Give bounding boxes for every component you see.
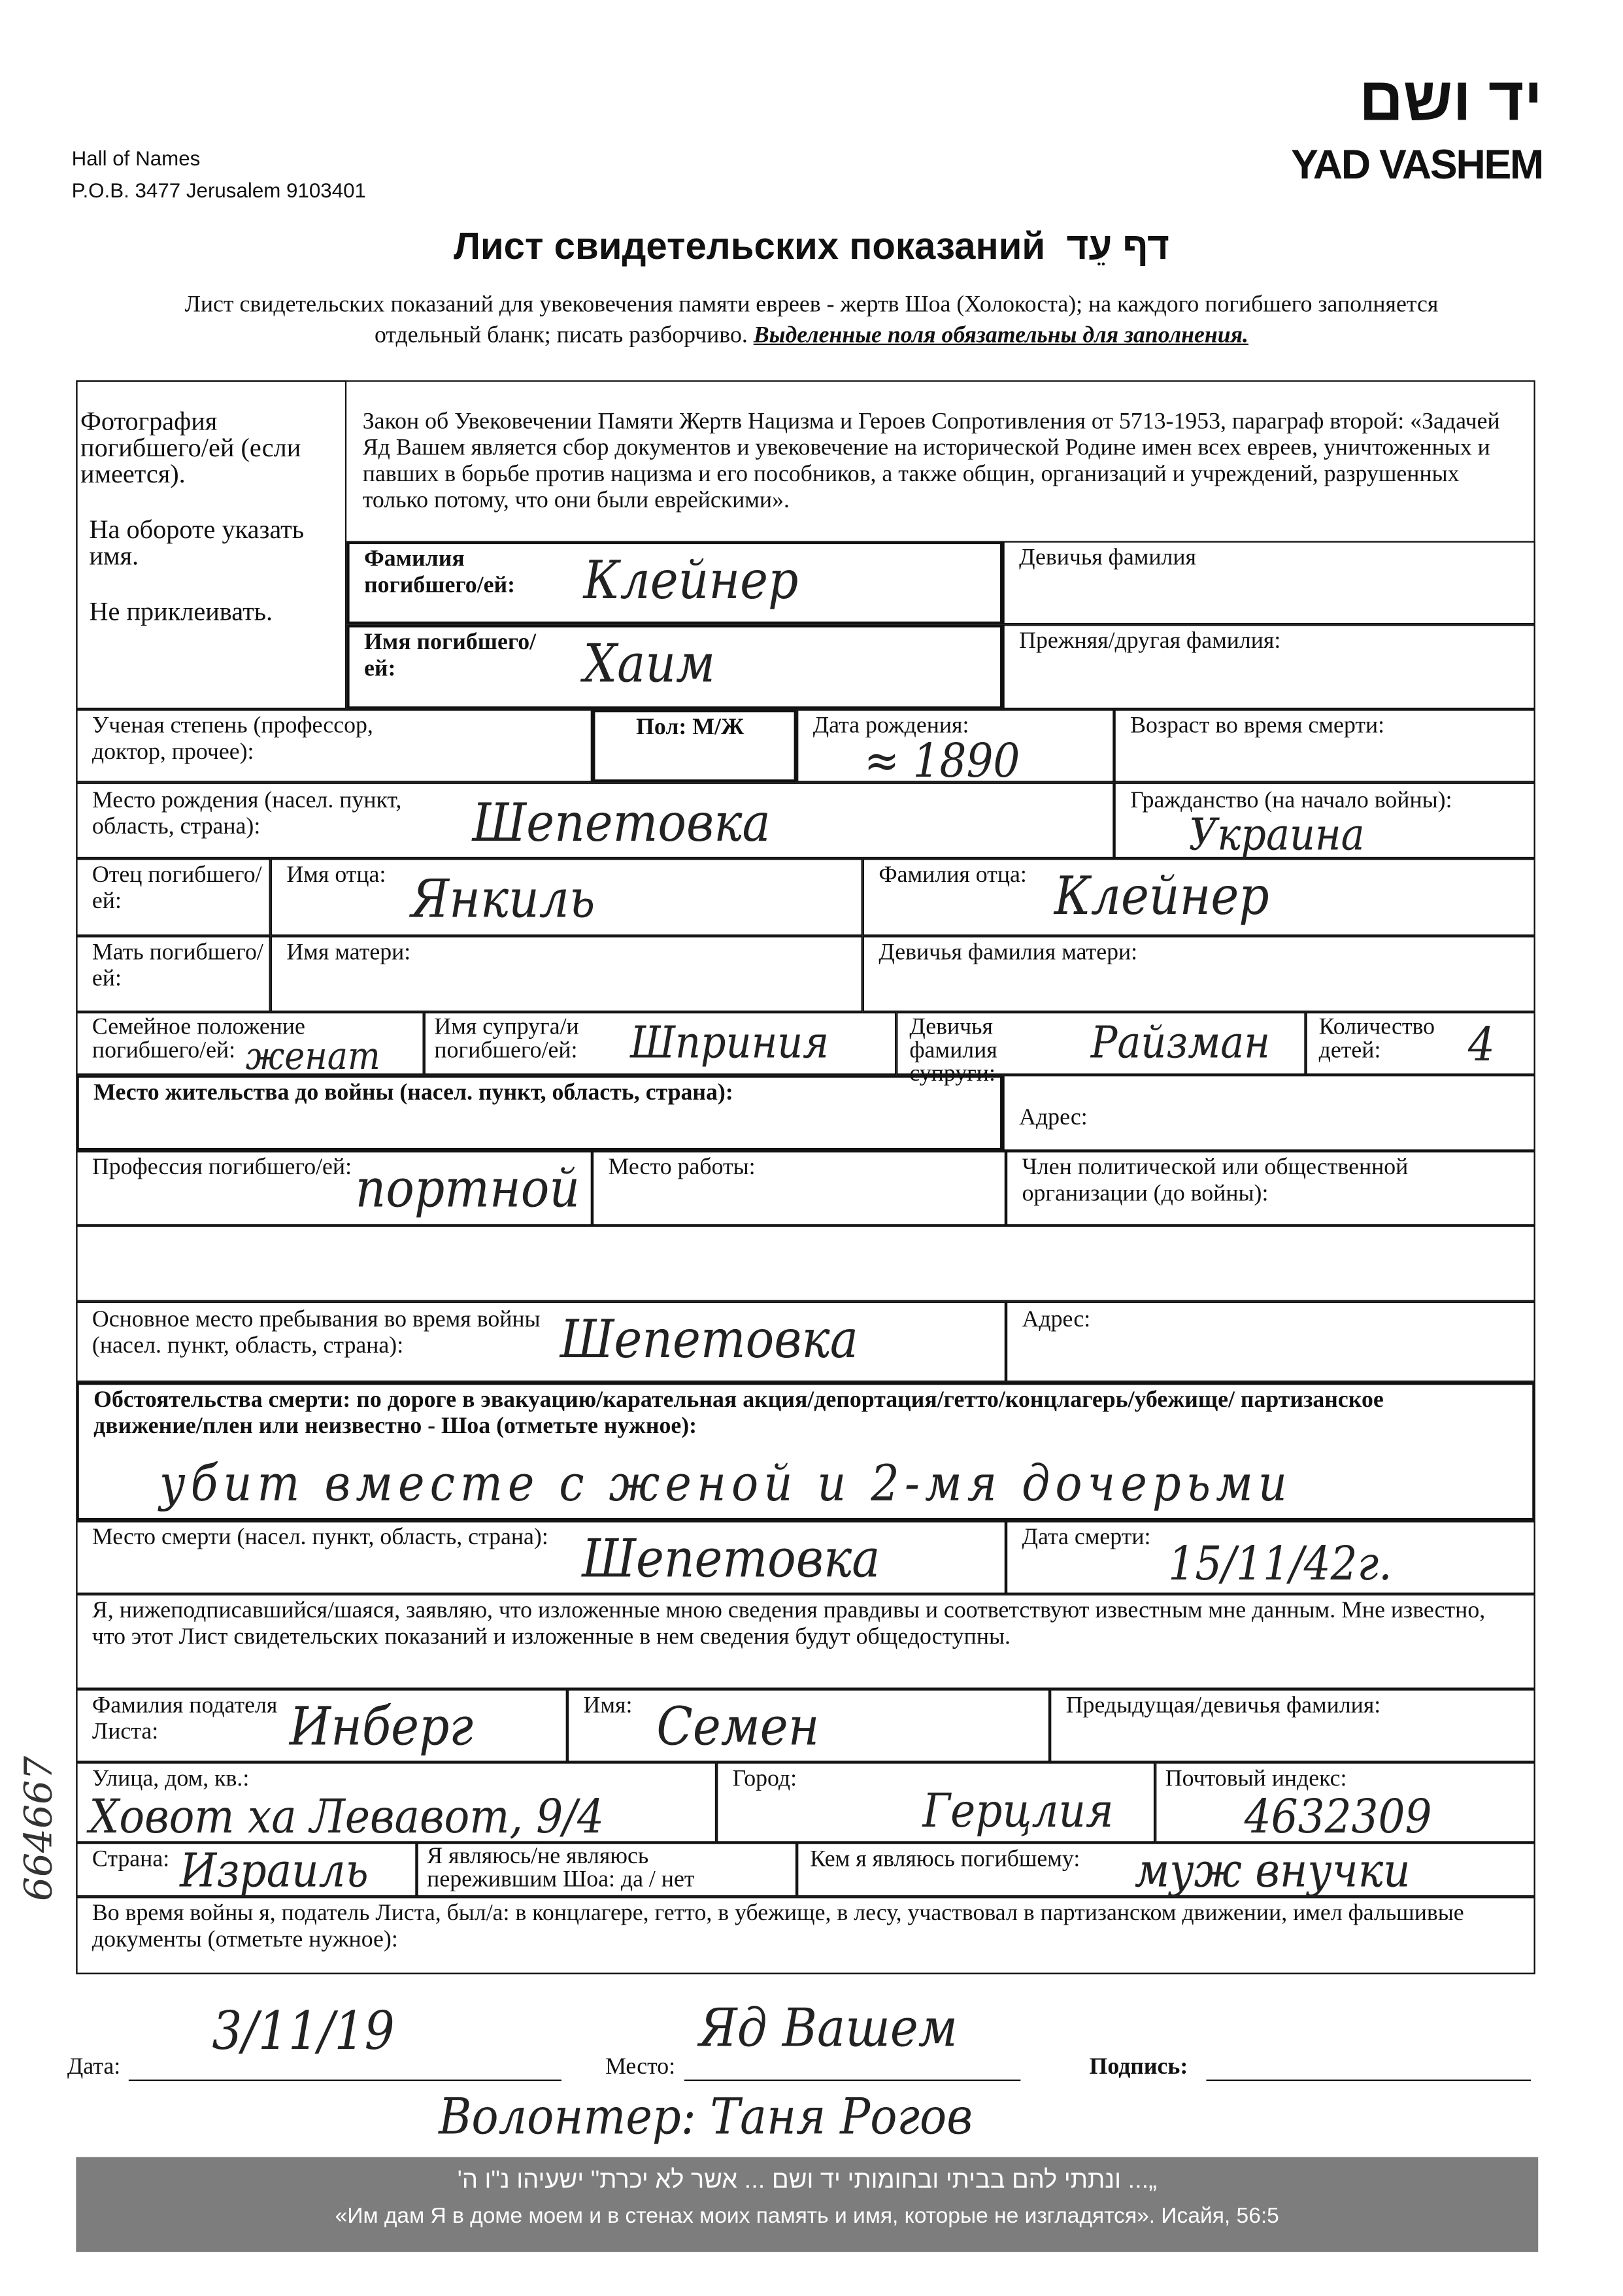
other-surname-label: Прежняя/другая фамилия:: [1019, 628, 1281, 654]
photo-note-no-glue: Не приклеивать.: [89, 596, 273, 626]
street-field[interactable]: [76, 1762, 716, 1842]
spouse-maiden-value: Райзман: [1090, 1017, 1271, 1070]
city-label: Город:: [732, 1766, 797, 1792]
workplace-label: Место работы:: [608, 1155, 756, 1181]
signature-label: Подпись:: [1089, 2054, 1188, 2080]
org-name: Hall of Names: [71, 146, 201, 170]
side-number: 664667: [17, 1755, 61, 1901]
photo-note-name: На обороте указать имя.: [89, 515, 305, 571]
submitter-wartime-label: Во время войны я, податель Листа, был/а: в концлагере, гетто, в убежище, в лесу, участвовал в партизанском движении, имел фальшивые документы (отметьте нужное):: [92, 1900, 1464, 1953]
intro-text: Лист свидетельских показаний для увековечения памяти евреев - жертв Шоа (Холокоста); на каждого погибшего заполняется отдельный бланк; писать разборчиво.: [184, 292, 1439, 348]
organization-label: Член политической или общественной организации (до войны):: [1022, 1155, 1409, 1207]
residence-address-label: Адрес:: [1019, 1106, 1088, 1131]
father-surname-field[interactable]: [863, 858, 1535, 936]
country-field[interactable]: [76, 1842, 416, 1897]
submitter-prev-surname-label: Предыдущая/девичья фамилия:: [1065, 1693, 1381, 1719]
place-value[interactable]: Яд Вашем: [699, 1999, 958, 2059]
birthplace-value: Шепетовка: [472, 794, 771, 854]
spouse-name-field[interactable]: [424, 1012, 897, 1075]
victim-surname-field[interactable]: [346, 541, 1003, 625]
marital-label: Семейное положение погибшего/ей:: [92, 1015, 305, 1064]
zip-value: 4632309: [1244, 1788, 1432, 1844]
wartime-place-field[interactable]: [76, 1302, 1006, 1382]
country-label: Страна:: [92, 1847, 170, 1872]
children-field[interactable]: [1306, 1012, 1535, 1075]
death-place-label: Место смерти (насел. пункт, область, страна):: [92, 1525, 548, 1551]
logo-latin: YAD VASHEM: [1291, 141, 1543, 188]
date-value[interactable]: 3/11/19: [212, 2002, 395, 2063]
death-date-value: 15/11/42г.: [1168, 1535, 1392, 1591]
intro-emphasis: Выделенные поля обязательны для заполнения.: [753, 323, 1248, 348]
submitter-name-value: Семен: [656, 1698, 820, 1758]
logo-hebrew: יד ושם: [1359, 64, 1543, 133]
residence-field[interactable]: [76, 1075, 1003, 1151]
birthplace-field[interactable]: [76, 783, 1114, 858]
footer-quote-band: [76, 2157, 1538, 2252]
declaration-text: Я, нижеподписавшийся/шаяся, заявляю, что изложенные мною сведения правдивы и соответствуют известным мне данным. Мне известно, что этот Лист свидетельских показаний и изложенные в нем сведения будут общедоступны.: [92, 1598, 1486, 1650]
death-date-label: Дата смерти:: [1022, 1525, 1151, 1551]
volunteer-note: Волонтер: Таня Рогов: [439, 2088, 973, 2147]
street-value: Ховот ха Левавот, 9/4: [89, 1788, 604, 1844]
yad-vashem-logo: [1258, 56, 1543, 187]
country-value: Израиль: [180, 1842, 369, 1899]
relation-field[interactable]: [797, 1842, 1535, 1897]
father-name-label: Имя отца:: [286, 862, 386, 888]
city-value: Герцлия: [922, 1782, 1114, 1838]
birth-date-value: ≈ 1890: [864, 732, 1020, 788]
spouse-name-label: Имя супруга/и погибшего/ей:: [434, 1015, 579, 1064]
submitter-surname-value: Инберг: [289, 1698, 474, 1758]
citizenship-value: Украина: [1188, 810, 1365, 862]
father-surname-value: Клейнер: [1054, 867, 1269, 928]
victim-first-name-label: Имя погибшего/ей:: [363, 630, 537, 682]
wartime-address-label: Адрес:: [1022, 1307, 1091, 1332]
footer-hebrew-quote: „... ונתתי להם בביתי ובחומותי יד ושם ... אשר לא יכרת" ישעיהו נ"ו ה': [457, 2165, 1157, 2194]
father-name-value: Янкиль: [410, 869, 595, 930]
birth-date-field[interactable]: [797, 709, 1114, 788]
submitter-name-label: Имя:: [583, 1693, 633, 1719]
wartime-place-value: Шепетовка: [560, 1310, 858, 1370]
spouse-maiden-label: Девичья фамилия супруги:: [909, 1015, 997, 1087]
profession-label: Профессия погибшего/ей:: [92, 1155, 352, 1181]
law-text: Закон об Увековечении Памяти Жертв Нацизма и Героев Сопротивления от 5713-1953, параграф второй: «Задачей Яд Вашем является сбор документов и увековечение на исторической Родине имен всех евреев, уничтоженных и павших в борьбе против нацизма и его пособников, а также общин, организаций и учреждений, разрушенных только потому, что они были еврейскими».: [362, 409, 1500, 514]
father-label: Отец погибшего/ей:: [92, 862, 262, 915]
submitter-surname-label: Фамилия подателя Листа:: [92, 1693, 278, 1745]
victim-surname-value: Клейнер: [583, 551, 799, 612]
death-place-field[interactable]: [76, 1521, 1006, 1594]
city-field[interactable]: [716, 1762, 1155, 1842]
death-date-field[interactable]: [1006, 1521, 1535, 1594]
degree-label: Ученая степень (профессор, доктор, прочее):: [92, 713, 373, 765]
page-title-hebrew: דף עֵד: [1066, 224, 1169, 268]
submitter-surname-field[interactable]: [76, 1689, 567, 1763]
submitter-name-field[interactable]: [567, 1689, 1050, 1763]
profession-field[interactable]: [76, 1151, 592, 1225]
spouse-name-value: Шприния: [630, 1017, 829, 1070]
death-place-value: Шепетовка: [582, 1529, 880, 1590]
children-value: 4: [1467, 1016, 1495, 1072]
circumstances-label: Обстоятельства смерти: по дороге в эвакуацию/карательная акция/депортация/гетто/концлагерь/убежище/ партизанское движение/плен или неизвестно - Шоа (отметьте нужное):: [93, 1387, 1384, 1440]
zip-label: Почтовый индекс:: [1165, 1766, 1347, 1792]
spouse-maiden-field[interactable]: [896, 1012, 1305, 1087]
page-title: Лист свидетельских показаний: [454, 224, 1046, 268]
gender-field[interactable]: [592, 709, 797, 783]
father-surname-label: Фамилия отца:: [878, 862, 1027, 888]
place-label: Место:: [605, 2054, 676, 2080]
org-address: P.O.B. 3477 Jerusalem 9103401: [71, 178, 366, 202]
circumstances-field[interactable]: [76, 1382, 1535, 1521]
gender-label: Пол: М/Ж: [636, 715, 745, 740]
age-at-death-label: Возраст во время смерти:: [1130, 713, 1385, 739]
residence-label: Место жительства до войны (насел. пункт, область, страна):: [93, 1081, 733, 1106]
victim-first-name-value: Хаим: [583, 634, 716, 695]
profession-value: портной: [355, 1159, 580, 1220]
photo-box[interactable]: [76, 380, 346, 709]
survivor-label: Я являюсь/не являюсь пережившим Шоа: да / нет: [427, 1844, 695, 1893]
circumstances-value: убит вместе с женой и 2-мя дочерьми: [159, 1455, 1293, 1514]
citizenship-field[interactable]: [1114, 783, 1535, 862]
children-label: Количество детей:: [1318, 1015, 1435, 1064]
relation-value: муж внучки: [1134, 1842, 1411, 1899]
date-label: Дата:: [67, 2054, 121, 2080]
citizenship-label: Гражданство (на начало войны):: [1130, 788, 1452, 813]
mother-label: Мать погибшего/ей:: [92, 940, 263, 992]
zip-field[interactable]: [1155, 1762, 1535, 1842]
father-name-field[interactable]: [271, 858, 863, 936]
mother-maiden-label: Девичья фамилия матери:: [878, 940, 1138, 966]
birth-date-label: Дата рождения:: [812, 713, 969, 739]
signature-line[interactable]: [1206, 2080, 1531, 2081]
marital-field[interactable]: [76, 1012, 424, 1079]
marital-value: женат: [245, 1035, 380, 1079]
maiden-name-label: Девичья фамилия: [1019, 545, 1196, 571]
relation-label: Кем я являюсь погибшему:: [810, 1847, 1080, 1872]
photo-label: Фотография погибшего/ей (если имеется).: [80, 406, 301, 489]
victim-surname-label: Фамилия погибшего/ей:: [363, 547, 516, 598]
birthplace-label: Место рождения (насел. пункт, область, страна):: [92, 788, 402, 839]
wartime-place-label: Основное место пребывания во время войны (насел. пункт, область, страна):: [92, 1307, 541, 1359]
mother-name-label: Имя матери:: [286, 940, 411, 966]
footer-russian-quote: «Им дам Я в доме моем и в стенах моих память и имя, которые не изгладятся». Исайя, 56:5: [335, 2204, 1279, 2229]
street-label: Улица, дом, кв.:: [92, 1766, 250, 1792]
victim-first-name-field[interactable]: [346, 624, 1003, 709]
